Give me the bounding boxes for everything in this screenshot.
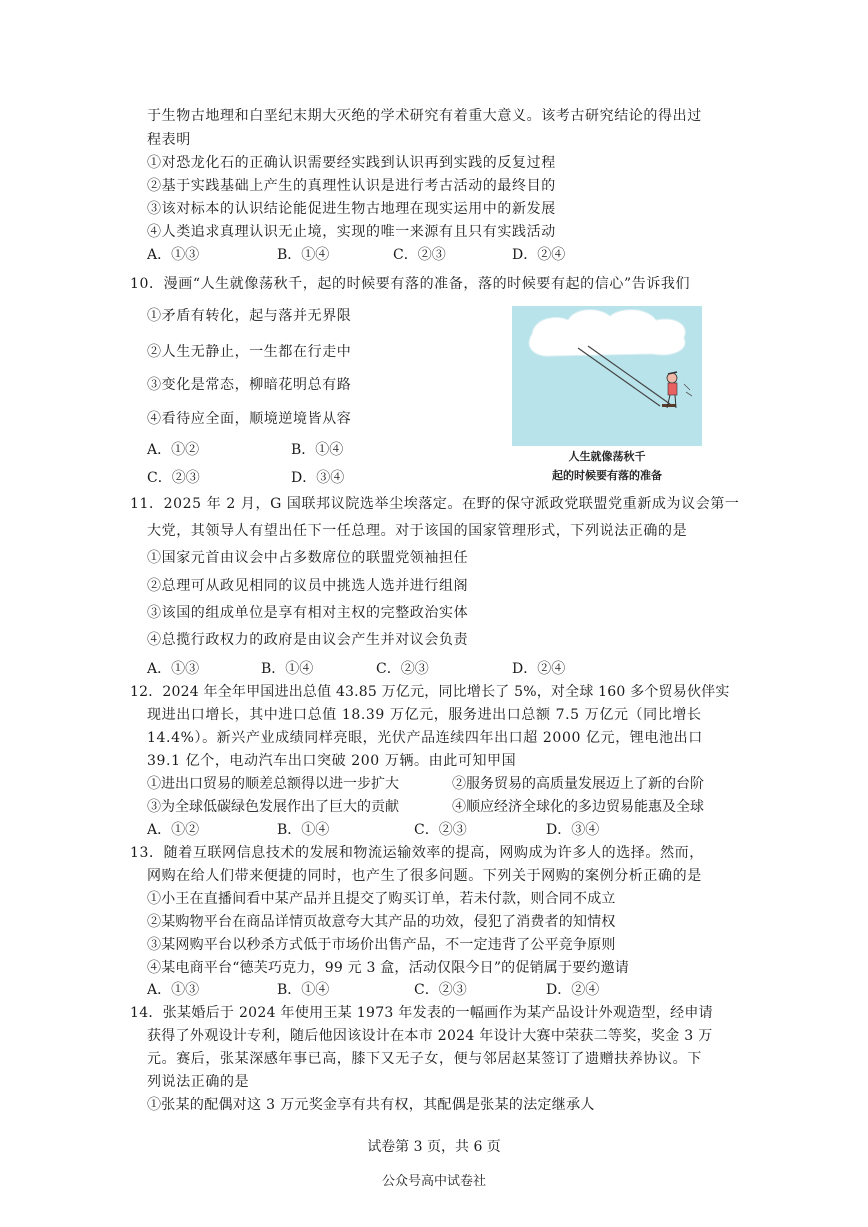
cartoon-caption-line-2: 起的时候要有落的准备	[552, 469, 662, 482]
q9-option-c: C．②③	[393, 247, 446, 263]
q11-option-c: C．②③	[376, 661, 429, 677]
q13-stem-line-2: 网购在给人们带来便捷的同时，也产生了很多问题。下列关于网购的案例分析正确的是	[147, 868, 702, 884]
q11-statement-1: ①国家元首由议会中占多数席位的联盟党领袖担任	[147, 550, 469, 566]
q14-stem-line-4: 列说法正确的是	[147, 1074, 250, 1090]
q12-stem-line-3: 14.4%）。新兴产业成绩同样亮眼，光伏产品连续四年出口超 2000 亿元，锂电池出口	[147, 730, 703, 746]
q10-statement-3: ③变化是常态，柳暗花明总有路	[147, 377, 352, 393]
q11-option-b: B．①④	[261, 661, 314, 677]
q14-stem-line-1: 14．张某婚后于 2024 年使用王某 1973 年发表的一幅画作为某产品设计外观造型，经申请	[130, 1005, 713, 1021]
q9-statement-3: ③该对标本的认识结论能促进生物古地理在现实运用中的新发展	[147, 201, 556, 217]
cartoon-caption-line-1: 人生就像荡秋千	[568, 450, 646, 463]
swing-cartoon	[512, 306, 702, 488]
q11-stem-line-2: 大党，其领导人有望出任下一任总理。对于该国的国家管理形式，下列说法正确的是	[147, 523, 688, 539]
q12-stem-line-2: 现进出口增长，其中进口总值 18.39 万亿元，服务进出口总额 7.5 万亿元（同比增长	[147, 707, 702, 723]
q14-stem-line-2: 获得了外观设计专利，随后他因该设计在本市 2024 年设计大赛中荣获二等奖，奖金 3 万	[147, 1028, 713, 1044]
source-watermark: 公众号高中试卷社	[381, 1174, 486, 1189]
q13-option-c: C．②③	[414, 982, 467, 998]
q10-statement-1: ①矛盾有转化，起与落并无界限	[147, 308, 352, 324]
q12-option-b: B．①④	[277, 822, 330, 838]
q11-statement-3: ③该国的组成单位是享有相对主权的完整政治实体	[147, 605, 469, 621]
page-number: 试卷第 3 页，共 6 页	[367, 1139, 501, 1155]
q12-option-c: C．②③	[414, 822, 467, 838]
q12-option-d: D．③④	[546, 822, 600, 838]
q9-stem-line-1: 于生物古地理和白垩纪末期大灭绝的学术研究有着重大意义。该考古研究结论的得出过	[147, 108, 702, 124]
q9-option-d: D．②④	[512, 247, 566, 263]
q13-stem-line-1: 13．随着互联网信息技术的发展和物流运输效率的提高，网购成为许多人的选择。然而，	[130, 845, 704, 861]
q13-option-d: D．②④	[546, 982, 600, 998]
q13-option-b: B．①④	[277, 982, 330, 998]
q10-option-a: A．①②	[147, 442, 200, 458]
q9-statement-1: ①对恐龙化石的正确认识需要经实践到认识再到实践的反复过程	[147, 155, 556, 171]
q10-option-d: D．③④	[291, 470, 345, 486]
q10-stem: 10．漫画“人生就像荡秋千，起的时候要有落的准备，落的时候要有起的信心”告诉我们	[130, 276, 691, 292]
q13-statement-2: ②某购物平台在商品详情页故意夸大其产品的功效，侵犯了消费者的知情权	[147, 914, 616, 930]
q14-statement-1: ①张某的配偶对这 3 万元奖金享有共有权，其配偶是张某的法定继承人	[147, 1097, 595, 1113]
q12-option-a: A．①②	[147, 822, 200, 838]
q9-statement-4: ④人类追求真理认识无止境，实现的唯一来源有且只有实践活动	[147, 224, 556, 240]
q9-option-b: B．①④	[277, 247, 330, 263]
q13-statement-3: ③某网购平台以秒杀方式低于市场价出售产品，不一定违背了公平竞争原则	[147, 937, 616, 953]
swing-illustration	[512, 306, 702, 446]
q13-statement-1: ①小王在直播间看中某产品并且提交了购买订单，若未付款，则合同不成立	[147, 891, 616, 907]
q10-statement-2: ②人生无静止，一生都在行走中	[147, 344, 352, 360]
q11-statement-4: ④总揽行政权力的政府是由议会产生并对议会负责	[147, 632, 469, 648]
q12-statement-1: ①进出口贸易的顺差总额得以进一步扩大	[147, 776, 399, 792]
q11-option-d: D．②④	[512, 661, 566, 677]
q11-statement-2: ②总理可从政见相同的议员中挑选人选并进行组阁	[147, 578, 469, 594]
q14-stem-line-3: 元。赛后，张某深感年事已高，膝下又无子女，便与邻居赵某签订了遗赠扶养协议。下	[147, 1051, 702, 1067]
q13-statement-4: ④某电商平台“德芙巧克力，99 元 3 盒，活动仅限今日”的促销属于要约邀请	[147, 960, 629, 976]
q11-stem-line-1: 11．2025 年 2 月，G 国联邦议院选举尘埃落定。在野的保守派政党联盟党重新成为议会第一	[130, 496, 740, 512]
q13-option-a: A．①③	[147, 982, 200, 998]
q12-stem-line-1: 12．2024 年全年甲国进出总值 43.85 万亿元，同比增长了 5%，对全球 160 多个贸易伙伴实	[130, 684, 730, 700]
q9-option-a: A．①③	[147, 247, 200, 263]
q9-stem-line-2: 程表明	[147, 132, 191, 148]
q12-statement-3: ③为全球低碳绿色发展作出了巨大的贡献	[147, 799, 399, 815]
q10-statement-4: ④看待应全面，顺境逆境皆从容	[147, 411, 352, 427]
q10-option-c: C．②③	[147, 470, 200, 486]
q9-statement-2: ②基于实践基础上产生的真理性认识是进行考古活动的最终目的	[147, 178, 556, 194]
q12-stem-line-4: 39.1 亿个，电动汽车出口突破 200 万辆。由此可知甲国	[147, 753, 517, 769]
q11-option-a: A．①③	[147, 661, 200, 677]
q12-statement-2: ②服务贸易的高质量发展迈上了新的台阶	[452, 776, 704, 792]
q10-option-b: B．①④	[291, 442, 344, 458]
q12-statement-4: ④顺应经济全球化的多边贸易能惠及全球	[452, 799, 704, 815]
